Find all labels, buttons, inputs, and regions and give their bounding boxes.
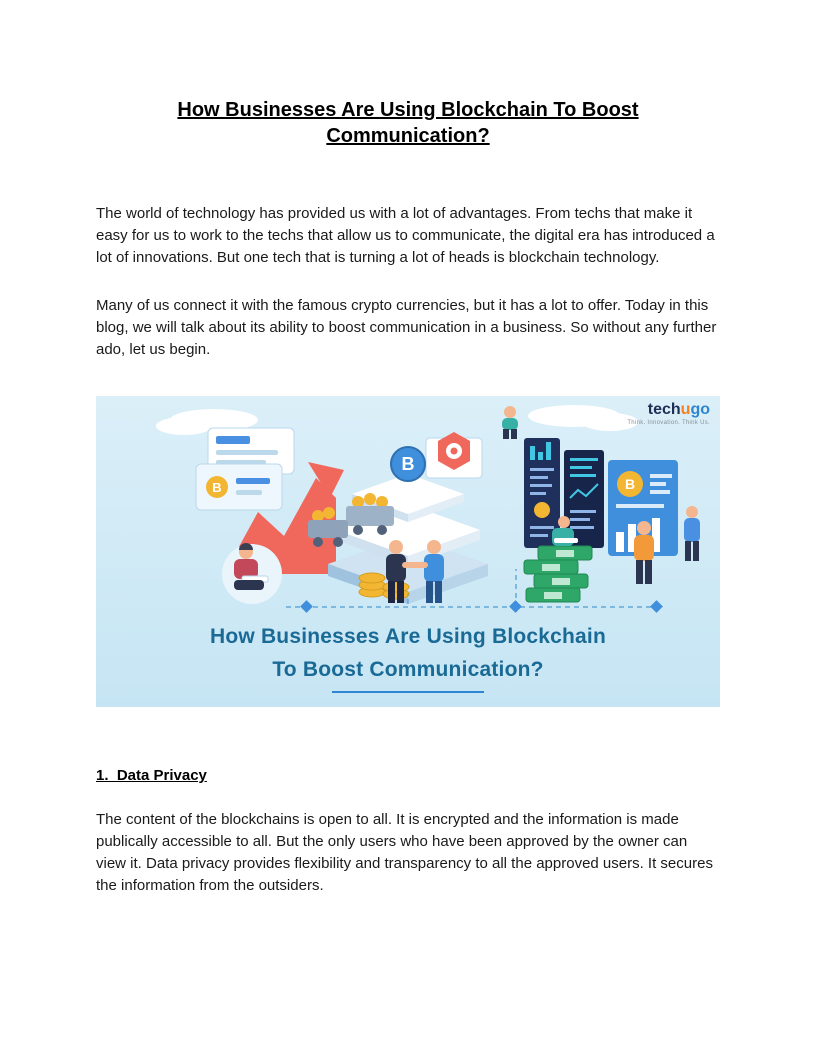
- credit-cards-icon: [196, 428, 294, 510]
- person-standing-icon: [502, 406, 518, 439]
- gear-hexagon-icon: [426, 432, 482, 478]
- hero-caption-line2: To Boost Communication?: [272, 658, 544, 681]
- hero-caption-line1: How Businesses Are Using Blockchain: [209, 625, 606, 648]
- bitcoin-glyph: B: [212, 480, 222, 495]
- logo-part-u: u: [680, 401, 691, 418]
- page-content: [0, 97, 816, 897]
- section-heading-data-privacy: 1. Data Privacy: [96, 767, 207, 784]
- cloud-icon: [528, 405, 638, 431]
- hero-illustration: [96, 404, 720, 616]
- logo-part-tech: tech: [647, 401, 681, 418]
- techugo-logo-text: [627, 402, 710, 418]
- hero-caption: [96, 620, 720, 693]
- connector-nodes: [300, 600, 663, 613]
- bitcoin-glyph: B: [624, 476, 636, 492]
- bitcoin-glyph: B: [401, 454, 415, 474]
- crypto-dashboard-panels: [524, 438, 678, 556]
- person-blue-icon: [684, 506, 700, 561]
- money-stacks-icon: [524, 546, 592, 602]
- paragraph-intro-1: The world of technology has provided us with a lot of advantages. From techs that make it easy for us to work to the techs that allow us to communicate, the digital era has introduced a lot of innovations. But one tech that is turning a lot of heads is blockchain technology.: [96, 205, 715, 266]
- logo-tagline: Think. Innovation. Think Us.: [627, 420, 710, 426]
- techugo-logo: [627, 402, 710, 426]
- caption-underline: [332, 691, 484, 693]
- paragraph-data-privacy: The content of the blockchains is open to all. It is encrypted and the information is made publically accessible to all. But the only users who have been approved by the owner can view it. Data privacy provides flexibility and transparency to all the approved users. It secures the information from the outsiders.: [96, 811, 713, 894]
- page-title: How Businesses Are Using Blockchain To Boost Communication?: [177, 99, 639, 147]
- logo-part-go: go: [690, 401, 710, 418]
- paragraph-intro-2: Many of us connect it with the famous crypto currencies, but it has a lot to offer. Today in this blog, we will talk about its ability to boost communication in a business. So without any further ado, let us begin.: [96, 297, 717, 358]
- hero-image: [96, 396, 720, 707]
